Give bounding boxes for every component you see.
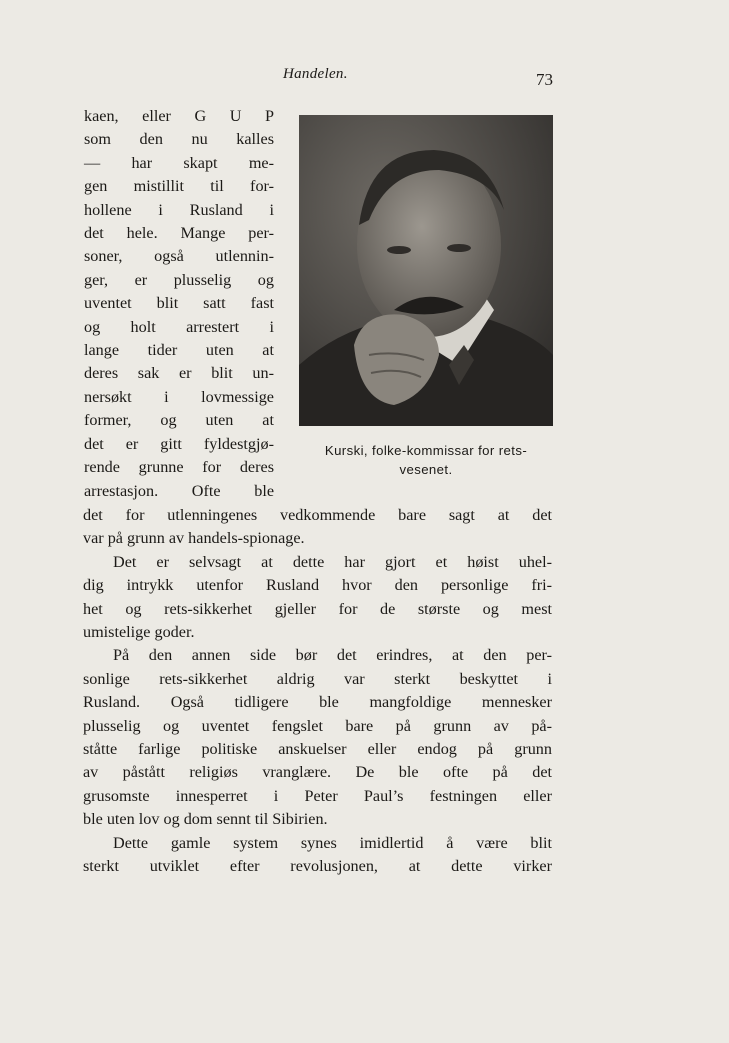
photo-caption: [294, 441, 558, 479]
text-line: gen mistillit til for-: [84, 177, 274, 196]
text-line: hollene i Rusland i: [84, 200, 274, 219]
text-line: former, og uten at: [84, 411, 274, 430]
text-line: ståtte farlige politiske anskuelser eller endog på grunn: [83, 740, 552, 759]
text-line: ger, er plusselig og: [84, 270, 274, 289]
text-line: det er gitt fyldestgjø-: [84, 434, 274, 453]
text-line: det hele. Mange per-: [84, 224, 274, 243]
narrow-text-column: [84, 105, 274, 503]
text-line: sonlige rets-sikkerhet aldrig var sterkt beskyttet i: [83, 669, 552, 688]
text-line: På den annen side bør det erindres, at den per-: [113, 646, 552, 665]
text-line: lange tider uten at: [84, 341, 274, 360]
text-line: umistelige goder.: [83, 623, 195, 642]
text-line: rende grunne for deres: [84, 458, 274, 477]
text-line: som den nu kalles: [84, 130, 274, 149]
text-line: og holt arrestert i: [84, 317, 274, 336]
text-line: dig intrykk utenfor Rusland hvor den personlige fri-: [83, 576, 552, 595]
caption-line: vesenet.: [399, 462, 453, 477]
text-line: Rusland. Også tidligere ble mangfoldige mennesker: [83, 693, 552, 712]
text-line: var på grunn av handels-spionage.: [83, 529, 305, 548]
text-line: ble uten lov og dom sennt til Sibirien.: [83, 810, 328, 829]
caption-line: Kurski, folke-kommissar for rets-: [324, 443, 528, 458]
text-line: arrestasjon. Ofte ble: [84, 481, 274, 500]
portrait-image: [299, 115, 553, 426]
text-line: av påstått religiøs vranglære. De ble ofte på det: [83, 763, 552, 782]
text-line: nersøkt i lovmessige: [84, 387, 274, 406]
text-line: Det er selvsagt at dette har gjort et høist uhel-: [113, 552, 552, 571]
text-line: sterkt utviklet efter revolusjonen, at dette virker: [83, 857, 552, 876]
text-line: kaen, eller G U P: [84, 107, 274, 125]
text-line: plusselig og uventet fengslet bare på grunn av på-: [83, 716, 552, 735]
portrait-photo: [299, 115, 553, 426]
text-line: grusomste innesperret i Peter Paul’s festningen eller: [83, 786, 552, 805]
text-line: het og rets-sikkerhet gjeller for de største og mest: [83, 599, 552, 618]
page-number: 73: [536, 70, 553, 89]
text-line: uventet blit satt fast: [84, 294, 274, 313]
text-line: soner, også utlennin-: [84, 247, 274, 266]
wide-text-column: [83, 504, 552, 879]
text-line: deres sak er blit un-: [84, 364, 274, 383]
text-line: — har skapt me-: [84, 153, 274, 172]
text-line: Dette gamle system synes imidlertid å være blit: [113, 833, 552, 852]
text-line: det for utlenningenes vedkommende bare sagt at det: [83, 506, 552, 524]
running-title: Handelen.: [283, 66, 348, 82]
